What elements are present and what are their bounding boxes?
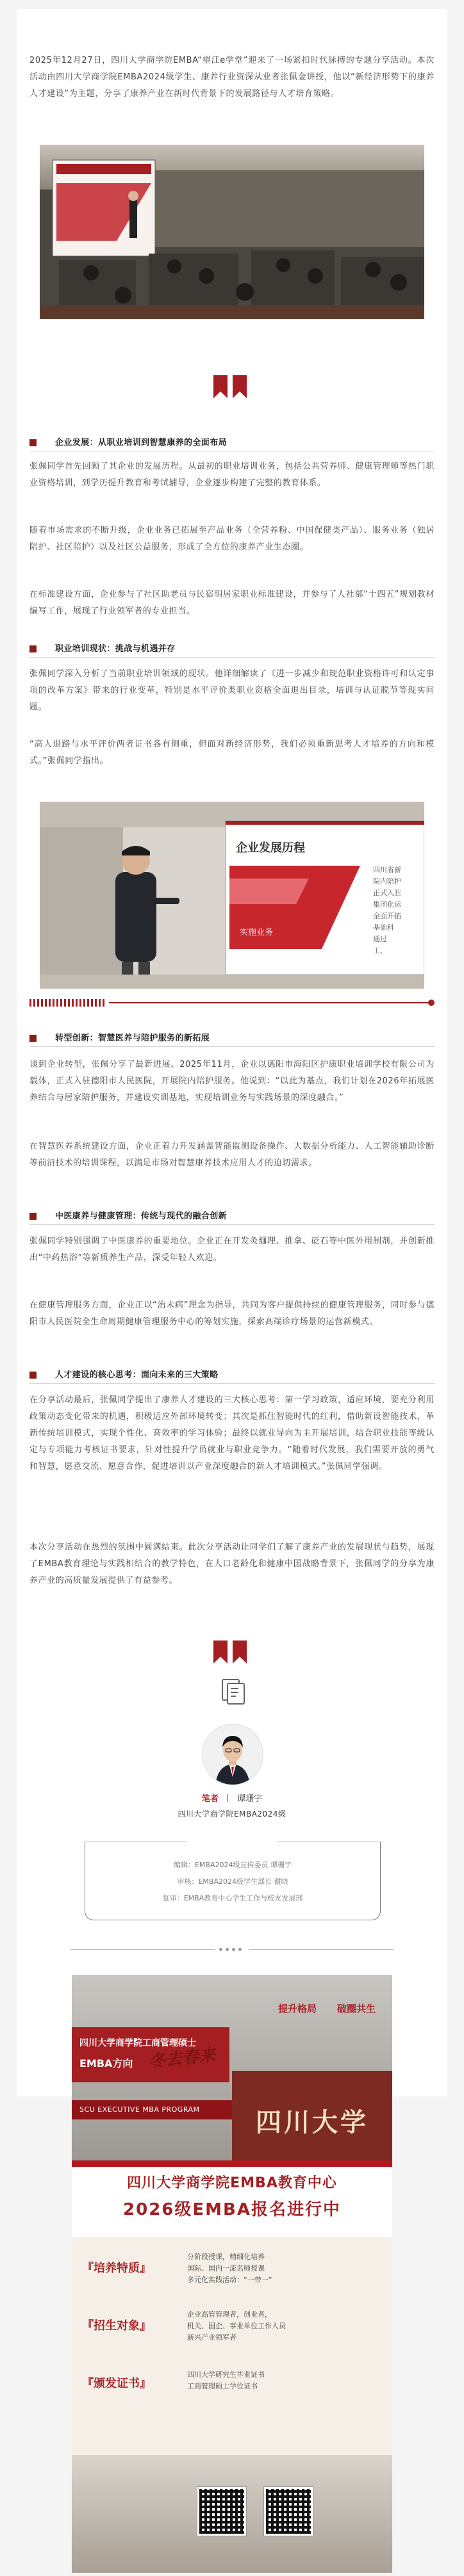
svg-text:院内陪护: 院内陪护 <box>373 877 401 886</box>
poster-block-tag: 『颁发证书』 <box>82 2377 151 2390</box>
section-1-paragraph-3: 在标准建设方面，企业参与了社区助老员与民宿明居家职业标准建设，并参与了人社部“十四五”规划教材编写工作，展现了行业领军者的专业担当。 <box>29 590 435 616</box>
section-2-paragraph-1: 张佩同学深入分析了当前职业培训领域的现状。他详细解读了《进一步减少和规范职业资格许可和认定事项的改革方案》带来的行业变革，特别是水平评价类职业资格全面退出目录，培训与认证脱节等现实问题。 <box>29 669 435 712</box>
svg-text:通过: 通过 <box>373 935 387 943</box>
poster-block-line: 工商管理硕士学位证书 <box>187 2382 258 2390</box>
svg-text:正式入驻: 正式入驻 <box>373 889 401 897</box>
section-1-paragraph-1: 张佩同学首先回顾了其企业的发展历程。从最初的职业培训业务，包括公共营养师、健康管理师等热门职业资格培训，到学历提升教育和考试辅导，企业逐步构建了完整的教育体系。 <box>29 462 435 488</box>
section-3-paragraph-1: 谈到企业转型，张佩分享了最新进展。2025年11月，企业以德阳市海阳区护康职业培训学校有限公司为载体，正式入驻德阳市人民医院，开展院内陪护服务。他说到：“以此为基点，我们计划在2026年拓展医养结合与居家陪护服务，并建设实训基地，实现培训业务与实践场景的深度融合。” <box>29 1060 435 1103</box>
poster-headline-2: 2026级EMBA报名进行中 <box>123 2200 341 2219</box>
emba-admission-poster <box>72 1975 392 2573</box>
qr-code-icon[interactable] <box>264 2487 313 2536</box>
credits-line: 编辑：EMBA2024级宣传委员 谭珊宇 <box>173 1861 292 1869</box>
section-underline <box>29 1383 435 1384</box>
section-underline <box>29 1046 435 1047</box>
section-4-paragraph-2: 在健康管理服务方面，企业正以“治未病”理念为指导，共同为客户提供持续的健康管理服务，同时参与德阳市人民医院全生命周期健康管理服务中心的筹划实施，探索高端诊疗场景的运营新模式。 <box>29 1300 435 1327</box>
dots-divider <box>0 1947 464 1953</box>
slide-2-item: 实施业务 <box>240 928 274 937</box>
section-1-title: 企业发展：从职业培训到智慧康养的全面布局 <box>55 438 228 448</box>
credits-line: 审核：EMBA2024级学生部长 谢晓 <box>177 1877 288 1886</box>
section-marker-icon <box>29 645 37 652</box>
poster-headline-panel <box>72 2167 392 2237</box>
author-label: 笔者 <box>201 1794 219 1804</box>
poster-block-line: 四川大学研究生毕业证书 <box>187 2370 265 2379</box>
poster-info-area <box>72 2237 392 2455</box>
section-underline <box>29 657 435 658</box>
credits-line: 复审：EMBA教育中心学生工作与校友发展部 <box>162 1894 303 1902</box>
poster-block-tag: 『招生对象』 <box>82 2319 151 2333</box>
poster-slogan-a: 提升格局 <box>278 2003 317 2014</box>
svg-text:集团化运: 集团化运 <box>373 900 401 909</box>
poster-block-line: 多元化实践活动：“一带一” <box>187 2276 272 2284</box>
section-3-heading <box>29 1030 435 1048</box>
section-2-heading <box>29 640 435 658</box>
section-marker-icon <box>29 439 37 446</box>
poster-block-line: 企业高管管理者，创业者， <box>187 2310 272 2319</box>
section-5-title: 人才建设的核心思考：面向未来的三大策略 <box>55 1370 219 1380</box>
section-marker-icon <box>29 1372 37 1379</box>
qr-code-icon[interactable] <box>197 2487 246 2536</box>
svg-text:全面开拓: 全面开拓 <box>373 912 401 920</box>
author-avatar <box>202 1724 263 1785</box>
section-3-paragraph-2: 在智慧医养系统建设方面，企业正着力开发涵盖智能监测设备操作、大数据分析能力、人工智能辅助诊断等前沿技术的培训课程，以满足市场对智慧康养技术应用人才的迫切需求。 <box>29 1142 435 1168</box>
poster-block-line: 国际、国内一流名师授课 <box>187 2264 265 2272</box>
section-4-paragraph-1: 张佩同学特别强调了中医康养的重要地位。企业正在开发灸熥理、推拿、砭石等中医外用制剂，并创新推出“中药热浴”等新质养生产品，深受年轻人欢迎。 <box>29 1236 435 1263</box>
poster-school-title-2: EMBA方向 <box>79 2057 133 2070</box>
section-4-title: 中医康养与健康管理：传统与现代的融合创新 <box>55 1211 228 1221</box>
section-3-title: 转型创新：智慧医养与陪护服务的新拓展 <box>55 1033 210 1043</box>
poster-program-en: SCU EXECUTIVE MBA PROGRAM <box>72 2100 232 2119</box>
section-2-paragraph-2: “高人退路与水平评价两者证书各有侧重，但面对新经济形势，我们必须重新思考人才培养的方向和模式。”张佩同学指出。 <box>29 740 435 766</box>
section-1-heading <box>29 434 435 452</box>
quote-mark-icon <box>213 1640 251 1664</box>
poster-block-line: 分阶段授课，精细化培养 <box>187 2253 265 2261</box>
section-5-paragraph-1: 在分享活动最后，张佩同学提出了康养人才建设的三大核心思考：第一学习政策，适应环境，要充分利用政策动态变化带来的机遇，积极适应外部环境转变；其次是抓住智能时代的红利，借助新设智能技术，革新传统培训模式，实现个性化、高效率的学习体验；最终以就业导向为主开展培训，结合职业技能等级认定与专项能力考核证书要求，针对性提升学员就业与职业竞争力。“随着时代发展，我们需要开放的勇气和智慧，愿意交流、愿意合作，促进培训以产业深度融合的新人才培训模式。”张佩同学强调。 <box>29 1395 435 1471</box>
section-marker-icon <box>29 1213 37 1220</box>
section-5-heading <box>29 1366 435 1384</box>
quote-mark-icon <box>213 375 251 398</box>
poster-headline-1: 四川大学商学院EMBA教育中心 <box>127 2175 337 2191</box>
poster-slogan-b: 破圈共生 <box>337 2003 376 2014</box>
section-2-title: 职业培训现状：挑战与机遇并存 <box>55 644 176 654</box>
credits-box <box>85 1842 381 1920</box>
poster-banner-big: 四川大学 <box>256 2107 369 2137</box>
poster-calligraphy: 冬去春来 <box>147 2045 217 2072</box>
poster-block-line: 新兴产业领军者 <box>187 2333 236 2342</box>
svg-text:四川省新: 四川省新 <box>373 866 401 874</box>
section-5-paragraph-2: 本次分享活动在热烈的氛围中圆满结束。此次分享活动让同学们了解了康养产业的发展现状与趋势，展现了EMBA教育理论与实践相结合的教学特色，在人口老龄化和健康中国战略背景下，张佩同学的分享为康养产业的高质量发展提供了有益参考。 <box>29 1543 435 1585</box>
section-4-heading <box>29 1208 435 1226</box>
lecture-photo-1 <box>40 145 424 319</box>
svg-text:基础科: 基础科 <box>373 923 394 932</box>
document-icon <box>219 1679 244 1703</box>
author-affiliation: 四川大学商学院EMBA2024级 <box>178 1810 286 1819</box>
author-name: 谭珊宇 <box>237 1794 263 1804</box>
poster-block-tag: 『培养特质』 <box>82 2262 151 2275</box>
author-line <box>0 1792 464 1804</box>
intro-paragraph: 2025年12月27日，四川大学商学院EMBA“望江e学堂”迎来了一场紧扣时代脉搏的专题分享活动。本次活动由四川大学商学院EMBA2024级学生、康养行业资深从业者张佩金讲授，他以“新经济形势下的康养人才建设”为主题，分享了康养产业在新时代背景下的发展路径与人才培育策略。 <box>29 56 435 99</box>
decorative-strip <box>29 998 435 1008</box>
poster-block-line: 机关、国企、事业单位工作人员 <box>187 2322 286 2330</box>
section-1-paragraph-2: 随着市场需求的不断升级，企业业务已拓展至产品业务（全营养粉、中国保健类产品）、服务业务（独居陪护、社区陪护）以及社区公益服务，形成了全方位的康养产业生态圈。 <box>29 526 435 552</box>
svg-text:工、: 工、 <box>373 946 387 955</box>
section-underline <box>29 1224 435 1225</box>
poster-school-title-1: 四川大学商学院工商管理硕士 <box>79 2038 196 2048</box>
lecture-photo-2 <box>40 802 424 989</box>
slide-2-title: 企业发展历程 <box>236 841 305 855</box>
section-marker-icon <box>29 1035 37 1042</box>
